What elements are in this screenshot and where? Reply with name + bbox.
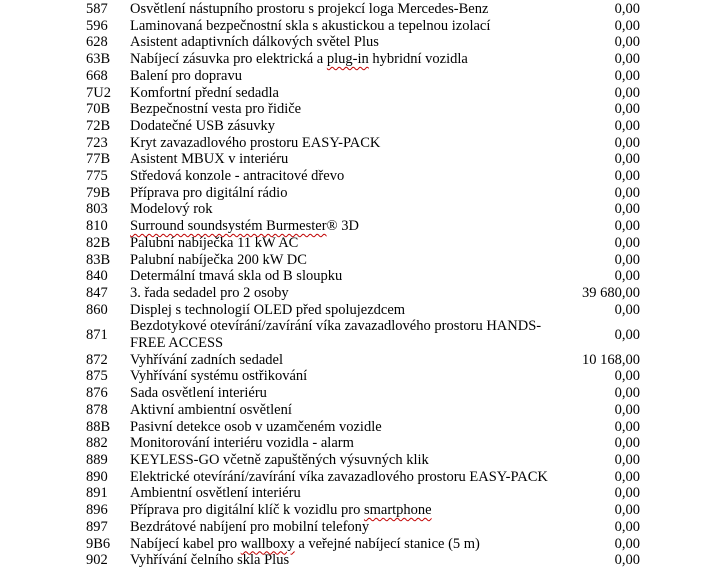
description-line — [130, 252, 307, 269]
price-row — [0, 268, 724, 285]
option-price: 0,00 — [614, 51, 640, 68]
option-description — [130, 151, 288, 168]
option-code: 803 — [86, 201, 108, 218]
description-text: ® 3D — [326, 218, 359, 235]
option-description — [130, 352, 283, 369]
price-row — [0, 51, 724, 68]
option-description — [130, 519, 369, 536]
option-code: 876 — [86, 385, 108, 402]
option-code: 872 — [86, 351, 108, 368]
description-text: Pasivní detekce osob v uzamčeném vozidle — [130, 418, 382, 435]
price-row — [0, 135, 724, 152]
description-text: Nabíjecí kabel pro — [130, 535, 241, 552]
price-row — [0, 352, 724, 369]
option-code: 810 — [86, 218, 108, 235]
price-row — [0, 452, 724, 469]
price-row — [0, 235, 724, 252]
description-line — [130, 1, 488, 18]
option-code: 88B — [86, 418, 111, 435]
option-code: 587 — [86, 1, 108, 17]
option-code: 70B — [86, 101, 111, 118]
option-description — [130, 135, 380, 152]
option-code: 72B — [86, 117, 111, 134]
option-description — [130, 368, 307, 385]
option-description — [130, 252, 307, 269]
description-text: Vyhřívání čelního skla Plus — [130, 552, 290, 569]
option-code: 775 — [86, 168, 108, 185]
description-text: Modelový rok — [130, 201, 213, 218]
description-text: Palubní nabíječka 200 kW DC — [130, 251, 307, 268]
price-row — [0, 285, 724, 302]
description-line — [130, 235, 298, 252]
option-price: 0,00 — [614, 1, 640, 17]
description-line — [130, 268, 342, 285]
description-text: a veřejné nabíjecí stanice (5 m) — [294, 535, 480, 552]
description-text: Laminovaná bezpečnostní skla s akustickou a tepelnou izolací — [130, 17, 491, 34]
misspelled-text: Surround soundsystém Burmester — [130, 218, 327, 235]
option-code: 840 — [86, 268, 108, 285]
option-price: 0,00 — [614, 268, 640, 285]
option-code: 891 — [86, 485, 108, 502]
option-price: 0,00 — [614, 502, 640, 519]
option-code: 871 — [86, 326, 108, 343]
option-price: 0,00 — [614, 17, 640, 34]
description-line — [130, 318, 541, 335]
description-text: Ambientní osvětlení interiéru — [130, 485, 301, 502]
price-row — [0, 552, 724, 569]
description-line — [130, 435, 354, 452]
price-list — [0, 1, 724, 569]
option-description — [130, 18, 490, 35]
option-code: 668 — [86, 67, 108, 84]
description-text: Příprava pro digitální klíč k vozidlu pro — [130, 502, 364, 519]
description-line — [130, 201, 213, 218]
option-price: 0,00 — [614, 401, 640, 418]
option-code: 628 — [86, 34, 108, 51]
option-code: 896 — [86, 502, 108, 519]
price-row — [0, 402, 724, 419]
description-text: Vyhřívání systému ostřikování — [130, 368, 308, 385]
option-price: 0,00 — [614, 67, 640, 84]
option-code: 9B6 — [86, 535, 111, 552]
option-description — [130, 168, 344, 185]
description-line — [130, 385, 267, 402]
option-code: 875 — [86, 368, 108, 385]
option-price: 0,00 — [614, 251, 640, 268]
option-code: 882 — [86, 435, 108, 452]
description-text: Dodatečné USB zásuvky — [130, 117, 275, 134]
description-text: Příprava pro digitální rádio — [130, 184, 288, 201]
option-price: 0,00 — [614, 184, 640, 201]
option-description — [130, 235, 298, 252]
misspelled-text: smartphone — [363, 502, 432, 519]
description-line — [130, 168, 344, 185]
option-description — [130, 68, 242, 85]
option-price: 0,00 — [614, 518, 640, 535]
description-text: FREE ACCESS — [130, 335, 224, 352]
description-text: Osvětlení nástupního prostoru s projekcí loga Mercedes-Benz — [130, 1, 489, 17]
option-price: 0,00 — [614, 117, 640, 134]
description-text: Monitorování interiéru vozidla - alarm — [130, 435, 354, 452]
option-code: 847 — [86, 284, 108, 301]
option-price: 0,00 — [614, 201, 640, 218]
description-line — [130, 402, 292, 419]
price-row — [0, 252, 724, 269]
description-text: hybridní vozidla — [368, 51, 468, 68]
option-description — [130, 118, 275, 135]
option-description — [130, 302, 405, 319]
option-code: 878 — [86, 401, 108, 418]
option-price: 10 168,00 — [582, 351, 640, 368]
option-description — [130, 402, 292, 419]
option-description — [130, 101, 301, 118]
price-row — [0, 218, 724, 235]
description-line — [130, 118, 275, 135]
price-row — [0, 168, 724, 185]
option-price: 0,00 — [614, 435, 640, 452]
price-row — [0, 201, 724, 218]
description-line — [130, 519, 369, 536]
option-description — [130, 452, 429, 469]
description-text: Asistent adaptivních dálkových světel Plus — [130, 34, 379, 51]
description-line — [130, 552, 289, 569]
option-code: 860 — [86, 301, 108, 318]
option-description — [130, 552, 289, 569]
misspelled-text: wallboxy — [240, 535, 295, 552]
price-row — [0, 185, 724, 202]
option-description — [130, 85, 279, 102]
option-description — [130, 385, 267, 402]
description-line — [130, 452, 429, 469]
description-line — [130, 502, 432, 519]
option-code: 79B — [86, 184, 111, 201]
option-price: 0,00 — [614, 535, 640, 552]
price-row — [0, 151, 724, 168]
option-code: 82B — [86, 234, 111, 251]
description-text: Determální tmavá skla od B sloupku — [130, 268, 343, 285]
price-row — [0, 385, 724, 402]
description-line — [130, 85, 279, 102]
option-price: 0,00 — [614, 451, 640, 468]
description-text: Komfortní přední sedadla — [130, 84, 279, 101]
price-row — [0, 18, 724, 35]
description-text: Středová konzole - antracitové dřevo — [130, 168, 345, 185]
description-text: Nabíjecí zásuvka pro elektrická a — [130, 51, 327, 68]
option-description — [130, 536, 480, 553]
option-code: 897 — [86, 518, 108, 535]
price-row — [0, 34, 724, 51]
option-description — [130, 218, 359, 235]
description-line — [130, 135, 380, 152]
description-text: Bezdrátové nabíjení pro mobilní telefony — [130, 518, 370, 535]
option-price: 0,00 — [614, 301, 640, 318]
description-line — [130, 34, 379, 51]
price-row — [0, 469, 724, 486]
description-text: Bezdotykové otevírání/zavírání víka zavazadlového prostoru HANDS- — [130, 318, 542, 335]
description-text: Kryt zavazadlového prostoru EASY-PACK — [130, 134, 381, 151]
description-line — [130, 419, 382, 436]
option-description — [130, 435, 354, 452]
description-text: Bezpečnostní vesta pro řidiče — [130, 101, 302, 118]
price-row — [0, 435, 724, 452]
option-code: 889 — [86, 451, 108, 468]
option-code: 902 — [86, 552, 108, 569]
option-price: 39 680,00 — [582, 284, 640, 301]
description-line — [130, 368, 307, 385]
option-price: 0,00 — [614, 101, 640, 118]
description-text: Vyhřívání zadních sedadel — [130, 351, 284, 368]
price-row — [0, 485, 724, 502]
option-description — [130, 51, 468, 68]
option-description — [130, 485, 301, 502]
description-text: Palubní nabíječka 11 kW AC — [130, 234, 299, 251]
option-description — [130, 185, 287, 202]
option-price: 0,00 — [614, 552, 640, 569]
option-price: 0,00 — [614, 234, 640, 251]
description-line — [130, 469, 548, 486]
option-price: 0,00 — [614, 368, 640, 385]
option-code: 723 — [86, 134, 108, 151]
option-description — [130, 268, 342, 285]
option-code: 596 — [86, 17, 108, 34]
option-price: 0,00 — [614, 418, 640, 435]
option-code: 63B — [86, 51, 111, 68]
price-row — [0, 101, 724, 118]
description-line — [130, 151, 288, 168]
option-code: 77B — [86, 151, 111, 168]
option-description — [130, 318, 541, 351]
description-text: Elektrické otevírání/zavírání víka zavazadlového prostoru EASY-PACK — [130, 468, 548, 485]
description-text: Displej s technologií OLED před spolujezdcem — [130, 301, 406, 318]
option-price: 0,00 — [614, 385, 640, 402]
description-line — [130, 101, 301, 118]
option-price: 0,00 — [614, 84, 640, 101]
description-line — [130, 185, 287, 202]
description-line — [130, 285, 289, 302]
description-line — [130, 536, 480, 553]
description-line — [130, 18, 490, 35]
option-price: 0,00 — [614, 485, 640, 502]
description-text: Aktivní ambientní osvětlení — [130, 401, 292, 418]
option-price: 0,00 — [614, 218, 640, 235]
description-line — [130, 51, 468, 68]
option-description — [130, 201, 213, 218]
option-description — [130, 34, 379, 51]
price-row — [0, 368, 724, 385]
price-row — [0, 318, 724, 351]
description-line — [130, 68, 242, 85]
price-row — [0, 1, 724, 18]
price-row — [0, 536, 724, 553]
option-description — [130, 502, 432, 519]
option-price: 0,00 — [614, 34, 640, 51]
price-row — [0, 502, 724, 519]
option-description — [130, 469, 548, 486]
option-description — [130, 419, 382, 436]
option-code: 7U2 — [86, 84, 111, 101]
option-price: 0,00 — [614, 468, 640, 485]
description-text: Sada osvětlení interiéru — [130, 385, 267, 402]
description-text: Balení pro dopravu — [130, 67, 242, 84]
description-text: Asistent MBUX v interiéru — [130, 151, 289, 168]
description-line — [130, 335, 541, 352]
description-text: 3. řada sedadel pro 2 osoby — [130, 284, 289, 301]
option-price: 0,00 — [614, 168, 640, 185]
price-row — [0, 68, 724, 85]
misspelled-text: plug-in — [326, 51, 369, 68]
option-code: 890 — [86, 468, 108, 485]
option-description — [130, 285, 289, 302]
option-price: 0,00 — [614, 151, 640, 168]
description-line — [130, 352, 283, 369]
option-description — [130, 1, 488, 18]
price-row — [0, 519, 724, 536]
description-text: KEYLESS-GO včetně zapuštěných výsuvných klik — [130, 451, 429, 468]
option-code: 83B — [86, 251, 111, 268]
price-row — [0, 85, 724, 102]
price-row — [0, 118, 724, 135]
description-line — [130, 302, 405, 319]
price-row — [0, 419, 724, 436]
option-price: 0,00 — [614, 326, 640, 343]
option-price: 0,00 — [614, 134, 640, 151]
description-line — [130, 485, 301, 502]
price-row — [0, 302, 724, 319]
description-line — [130, 218, 359, 235]
